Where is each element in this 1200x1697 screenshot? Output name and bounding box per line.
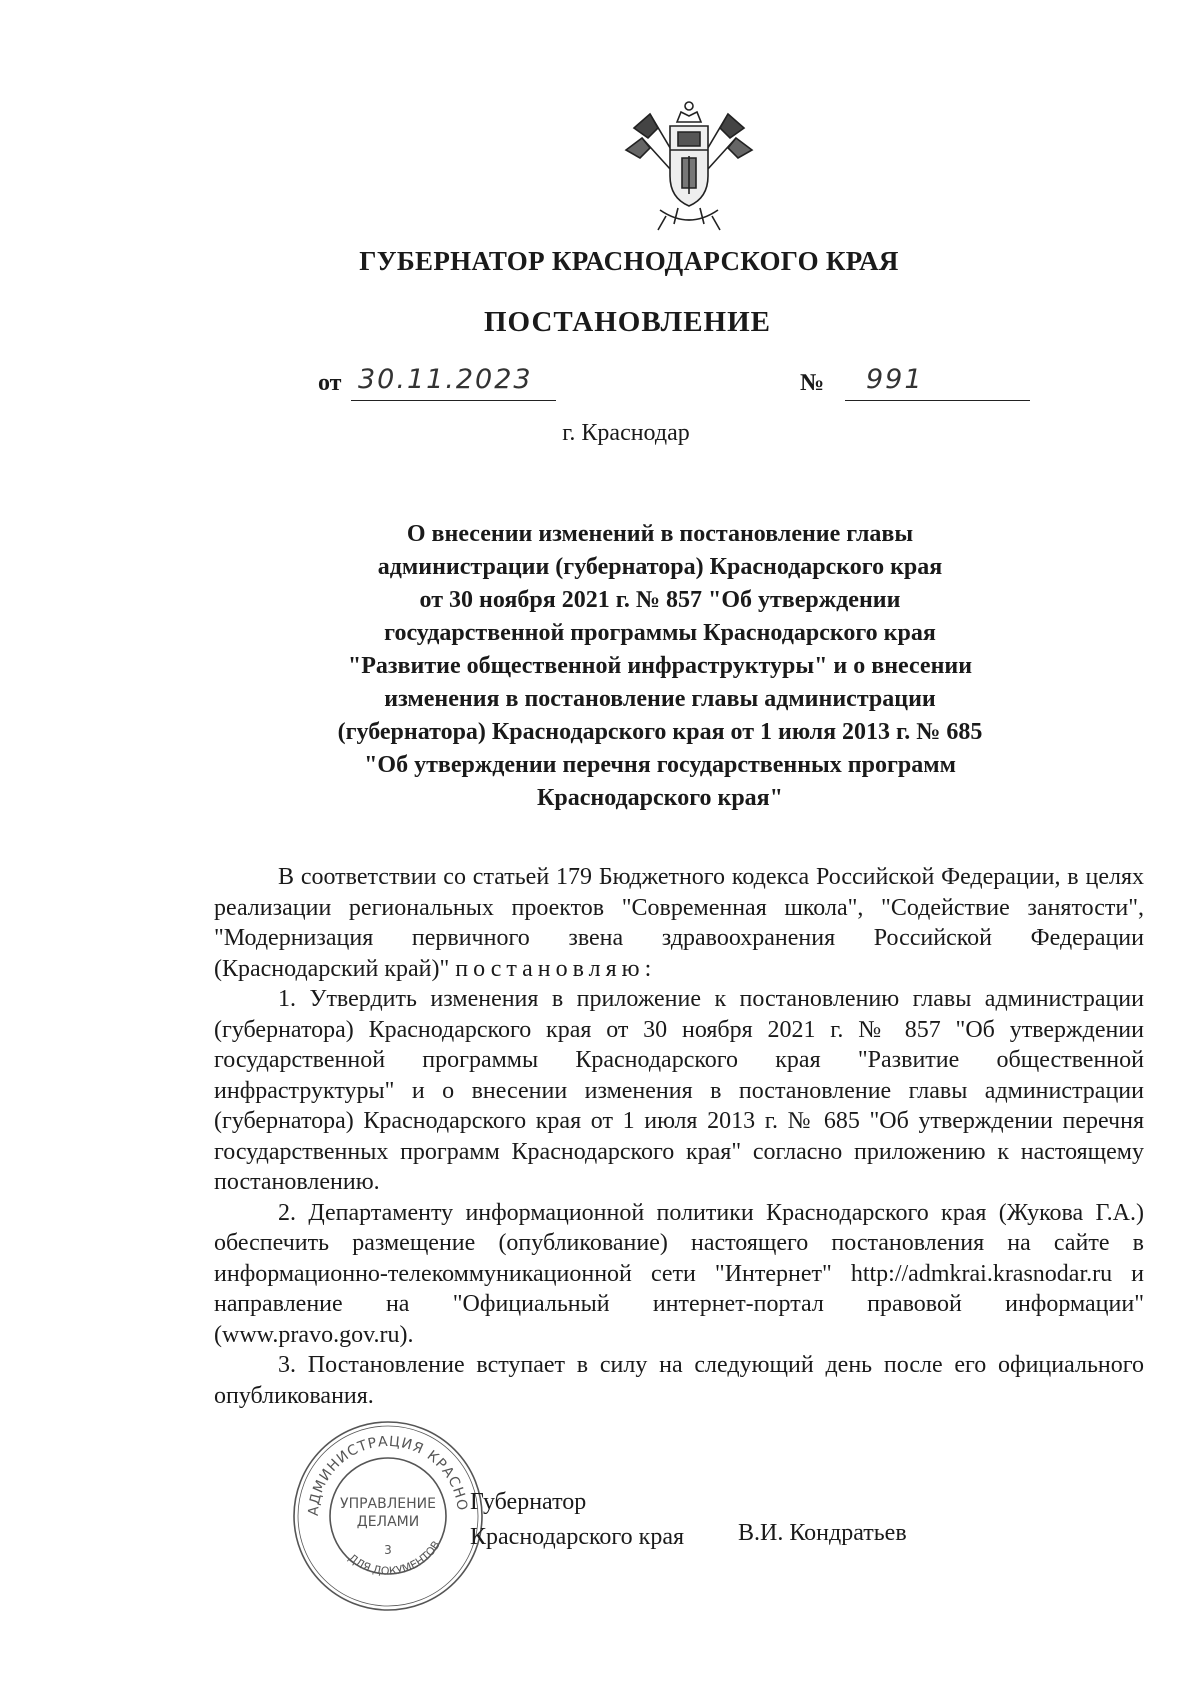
signatory-name: В.И. Кондратьев (738, 1520, 907, 1546)
preamble-text: В соответствии со статьей 179 Бюджетного кодекса Российской Федерации, в целях реализации региональных проектов "Современная школа", "Содействие занятости", "Модернизация первичного звена здравоохранения Российской Федерации (Краснодарский край)" (214, 864, 1144, 982)
document-date (318, 364, 558, 404)
coat-of-arms-icon (620, 98, 758, 236)
title-line: "Об утверждении перечня государственных программ (364, 752, 956, 778)
title-line: Краснодарского края" (537, 785, 783, 811)
item-2: 2. Департаменту информационной политики Краснодарского края (Жукова Г.А.) обеспечить размещение (опубликование) настоящего постановления на сайте в информационно-телекоммуникационной сети "Интернет" http://admkrai.krasnodar.ru и направление на "Официальный интернет-портал правовой информации" (www.pravo.gov.ru). (214, 1199, 1144, 1348)
city: г. Краснодар (562, 420, 690, 446)
preamble-verb: постановляю: (455, 955, 657, 982)
position-line-1: Губернатор (470, 1489, 587, 1515)
official-seal-stamp (290, 1418, 486, 1614)
stamp-center-line1: УПРАВЛЕНИЕ (340, 1496, 436, 1512)
title-line: от 30 ноября 2021 г. № 857 "Об утверждении (419, 587, 901, 613)
title-line: администрации (губернатора) Краснодарского края (377, 554, 943, 580)
stamp-center-line2: ДЕЛАМИ (356, 1514, 420, 1530)
date-value: 30.11.2023 (358, 364, 533, 395)
item-3: 3. Постановление вступает в силу на следующий день после его официального опубликования. (214, 1352, 1144, 1409)
document-number (800, 364, 1030, 404)
title-line: О внесении изменений в постановление главы (406, 521, 914, 547)
title-line: (губернатора) Краснодарского края от 1 июля 2013 г. № 685 (337, 719, 983, 745)
stamp-bottom-text: ДЛЯ ДОКУМЕНТОВ (345, 1538, 443, 1578)
number-prefix: № (800, 370, 825, 396)
date-prefix: от (318, 370, 342, 396)
title-line: "Развитие общественной инфраструктуры" и о внесении (347, 653, 973, 679)
date-underline (351, 400, 556, 401)
issuing-authority: ГУБЕРНАТОР КРАСНОДАРСКОГО КРАЯ (359, 246, 899, 276)
position-line-2: Краснодарского края (470, 1524, 685, 1550)
document-body (214, 862, 1144, 1411)
document-title (290, 518, 1030, 815)
preamble-paragraph (214, 862, 1144, 984)
signatory-position (470, 1485, 684, 1555)
stamp-center-number: 3 (384, 1543, 392, 1557)
title-line: государственной программы Краснодарского края (384, 620, 936, 646)
number-underline (845, 400, 1030, 401)
document-type: ПОСТАНОВЛЕНИЕ (483, 306, 771, 338)
number-value: 991 (866, 364, 924, 395)
item-1: 1. Утвердить изменения в приложение к постановлению главы администрации (губернатора) Краснодарского края от 30 ноября 2021 г. № 857 "Об утверждении государственной программы Краснодарского края "Развитие общественной инфраструктуры" и о внесении изменения в постановление главы администрации (губернатора) Краснодарского края от 1 июля 2013 г. № 685 "Об утверждении перечня государственных программ Краснодарского края" согласно приложению к настоящему постановлению. (214, 986, 1144, 1195)
svg-text:ДЛЯ ДОКУМЕНТОВ (346, 1539, 443, 1578)
title-line: изменения в постановление главы администрации (384, 686, 936, 712)
stamp-ring-text: АДМИНИСТРАЦИЯ КРАСНО (305, 1433, 471, 1517)
